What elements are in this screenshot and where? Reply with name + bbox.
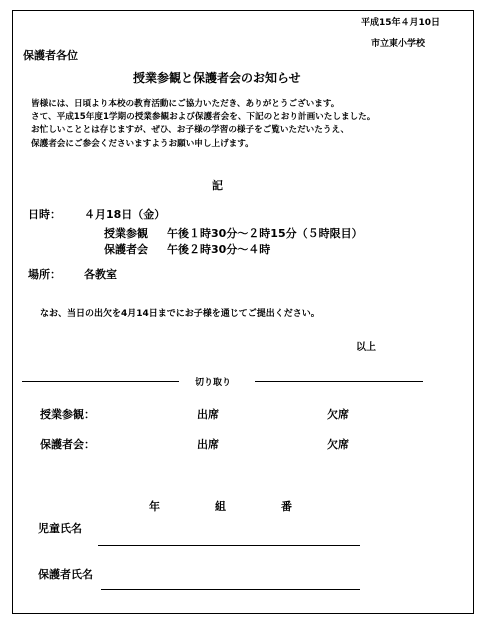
meeting-label: 保護者会 (104, 243, 148, 256)
notice-title: 授業参観と保護者会のお知らせ (133, 71, 301, 85)
addressee: 保護者各位 (23, 49, 78, 62)
cut-label: 切り取り (195, 378, 232, 388)
ijou-closing: 以上 (356, 342, 376, 353)
student-name-label: 児童氏名 (38, 522, 82, 535)
reply-meeting-label: 保護者会： (40, 438, 95, 451)
parent-name-label: 保護者氏名 (38, 568, 93, 581)
place-label: 場所： (28, 268, 61, 281)
class-visit-time: 午後１時30分～２時15分（５時限目） (167, 227, 363, 240)
body-line: 保護者会にご参会くださいますようお願い申し上げます。 (31, 138, 254, 149)
student-name-line (98, 545, 360, 546)
year-label: 年 (149, 500, 160, 513)
reply-class-visit-absent: 欠席 (327, 408, 349, 421)
ki-marker: 記 (212, 179, 223, 192)
issue-date: 平成15年４月10日 (361, 18, 441, 28)
cut-line-left (22, 381, 179, 382)
sender-school: 市立東小学校 (371, 39, 426, 49)
reply-class-visit-attend: 出席 (197, 408, 219, 421)
number-label: 番 (281, 500, 292, 513)
parent-name-line (101, 589, 360, 590)
class-label: 組 (215, 500, 226, 513)
meeting-time: 午後２時30分～４時 (167, 243, 271, 256)
body-line: さて、平成15年度1学期の授業参観および保護者会を、下記のとおり計画いたしました。 (31, 112, 376, 123)
reply-class-visit-label: 授業参観： (40, 408, 95, 421)
class-visit-label: 授業参観 (104, 227, 148, 240)
body-line: 皆様には、日頃より本校の教育活動にご協力いただき、ありがとうございます。 (31, 99, 340, 109)
reply-meeting-attend: 出席 (197, 438, 219, 451)
cut-line-right (255, 381, 423, 382)
submission-notice: なお、当日の出欠を4月14日までにお子様を通じてご提出ください。 (40, 309, 320, 319)
place-value: 各教室 (84, 268, 117, 281)
date-label: 日時： (28, 208, 61, 221)
date-value: ４月18日（金） (84, 208, 166, 221)
reply-meeting-absent: 欠席 (327, 438, 349, 451)
body-line: お忙しいこととは存じますが、ぜひ、お子様の学習の様子をご覧いただいたうえ、 (31, 125, 350, 136)
body-paragraph (31, 98, 471, 151)
